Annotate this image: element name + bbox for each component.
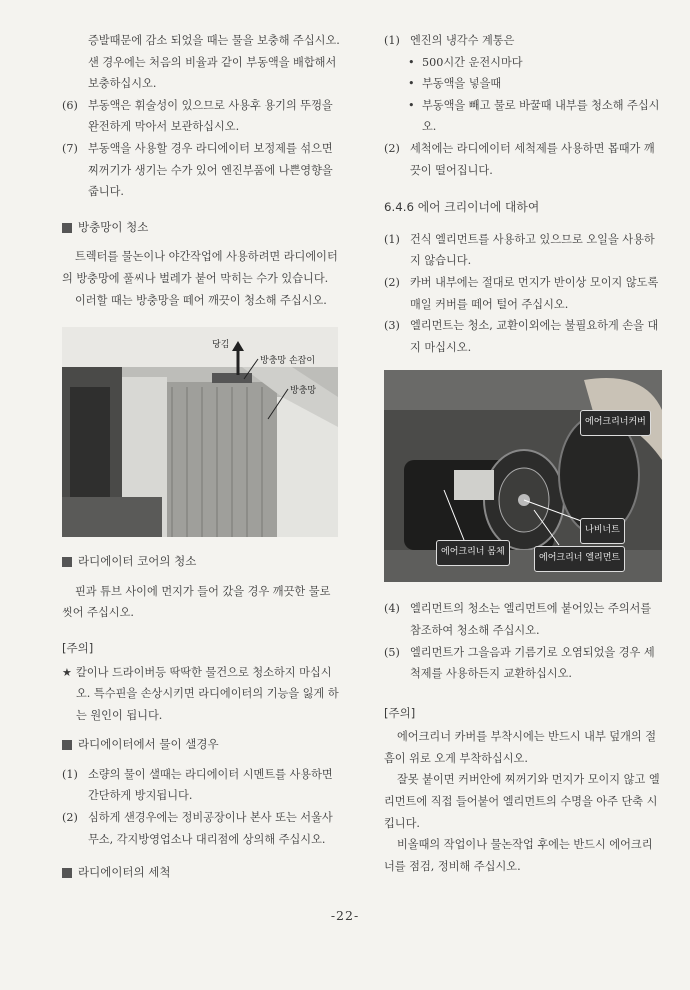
item-text: 세척에는 라디에이터 세척제를 사용하면 몹때가 깨끗이 떨어집니다.	[410, 141, 655, 177]
square-bullet-icon	[62, 557, 72, 567]
paragraph: 비올때의 작업이나 물논작업 후에는 반드시 에어크리너를 점검, 정비해 주십시오.	[384, 838, 653, 873]
item-text: 엔진의 냉각수 계통은	[410, 34, 515, 47]
bullet-item	[384, 52, 662, 74]
air-cleaner-body-tag: 에어크리너 몸체	[436, 540, 510, 566]
item-text: 엘리먼트의 청소는 엘리먼트에 붙어있는 주의서를 참조하여 청소해 주십시오.	[410, 602, 652, 637]
list-item	[384, 138, 662, 181]
list-item	[384, 30, 662, 52]
list-item	[384, 598, 662, 641]
list-item	[62, 138, 342, 203]
item-number: (1)	[384, 232, 400, 246]
item-text: 엘리먼트는 청소, 교환이외에는 불필요하게 손을 대지 마십시오.	[410, 319, 659, 354]
caution-text: 칼이나 드라이버등 딱딱한 물건으로 청소하지 마십시오. 특수핀을 손상시키면 라디에이터의 기능을 잃게 하는 원인이 됩니다.	[76, 665, 339, 722]
paragraph: 증발때문에 감소 되었을 때는 물을 보충해 주십시오.	[88, 34, 340, 47]
bullet-item	[384, 95, 662, 138]
paragraph: 잘못 붙이면 커버안에 찌꺼기와 먼지가 모이지 않고 엘리먼트에 직접 들어붙어 엘리먼트의 수명을 아주 단축 시킵니다.	[384, 773, 660, 830]
square-bullet-icon	[62, 740, 72, 750]
item-text: 카버 내부에는 절대로 먼지가 반이상 모이지 않도록 매일 커버를 떼어 털어 주십시오.	[410, 275, 659, 311]
caution-heading: [주의]	[384, 705, 416, 720]
wing-nut-tag: 나비너트	[580, 518, 625, 544]
square-bullet-icon	[62, 223, 72, 233]
list-item	[62, 807, 342, 850]
item-number: (4)	[384, 602, 400, 616]
item-text: 엘리먼트가 그을음과 기름기로 오염되었을 경우 세척제를 사용하든지 교환하십시오.	[410, 645, 655, 681]
item-text: 부동액은 휘술성이 있으므로 사용후 용기의 뚜껑을 완전하게 막아서 보관하십시오.	[88, 98, 333, 134]
paragraph: 이러할 때는 방충망을 떼어 깨끗이 청소해 주십시오.	[75, 293, 327, 307]
air-cleaner-photo	[384, 370, 662, 582]
item-number: (1)	[62, 767, 78, 781]
caution-item	[62, 662, 342, 727]
screen-handle-label: 방충망 손잡이	[260, 356, 316, 367]
item-text: 소량의 물이 샐때는 라디에이터 시멘트를 사용하면 간단하게 방지됩니다.	[88, 767, 333, 803]
section-title: 방충망이 청소	[78, 219, 149, 234]
section-title: 라디에이터 코어의 청소	[78, 554, 197, 569]
list-item	[62, 764, 342, 807]
caution-heading: [주의]	[62, 640, 94, 655]
item-number: (6)	[62, 98, 78, 112]
subsection-title: 6.4.6 에어 크리이너에 대하여	[384, 200, 540, 215]
left-column	[62, 30, 342, 892]
item-number: (2)	[384, 275, 400, 289]
list-item	[384, 272, 662, 315]
item-number: (5)	[384, 645, 400, 659]
item-number: (7)	[62, 141, 78, 155]
section-heading	[62, 734, 342, 756]
section-heading	[62, 862, 342, 884]
air-cleaner-element-tag: 에어크리너 엘리먼트	[534, 546, 625, 572]
air-cleaner-cover-tag: 에어크리너커버	[580, 410, 651, 436]
list-item	[384, 642, 662, 685]
bullet-icon: •	[408, 55, 415, 69]
list-item	[384, 315, 662, 358]
bullet-text: 부동액을 빼고 물로 바꿀때 내부를 청소해 주십시오.	[422, 98, 660, 134]
item-number: (2)	[384, 141, 400, 155]
paragraph: 핀과 튜브 사이에 먼지가 들어 갔을 경우 깨끗한 물로 씻어 주십시오.	[62, 584, 331, 620]
section-heading	[62, 217, 342, 239]
item-text: 건식 엘리먼트를 사용하고 있으므로 오일을 사용하지 않습니다.	[410, 232, 655, 268]
section-heading	[62, 551, 342, 573]
bullet-icon: •	[408, 98, 415, 112]
paragraph: 트렉터를 물논이나 야간작업에 사용하려면 라디에이터의 방충망에 풀씨나 벌레가 붙어 막히는 수가 있습니다.	[62, 250, 338, 285]
pull-label: 당김	[212, 340, 230, 351]
item-number: (1)	[384, 34, 400, 47]
item-number: (2)	[62, 811, 78, 825]
radiator-screen-photo	[62, 327, 338, 537]
list-item	[384, 229, 662, 272]
page-number: -22-	[330, 908, 360, 923]
right-column	[384, 30, 662, 877]
item-number: (3)	[384, 319, 400, 333]
bullet-icon: •	[408, 77, 415, 91]
paragraph: 샌 경우에는 처음의 비율과 같이 부동액을 배합해서 보충하십시오.	[88, 55, 337, 91]
square-bullet-icon	[62, 868, 72, 878]
bullet-text: 부동액을 넣을때	[422, 77, 502, 91]
item-text: 심하게 샌경우에는 정비공장이나 본사 또는 서울사무소, 각지방영업소나 대리점에 상의해 주십시오.	[88, 811, 333, 846]
list-item	[62, 95, 342, 138]
star-icon: ★	[62, 665, 73, 679]
bullet-text: 500시간 운전시마다	[422, 55, 523, 69]
item-text: 부동액을 사용할 경우 라디에이터 보정제를 섞으면 찌꺼기가 생기는 수가 있어 엔진부품에 나쁜영향을 줍니다.	[88, 141, 333, 199]
screen-label: 방충망	[290, 386, 317, 397]
section-title: 라디에이터에서 물이 샐경우	[78, 737, 219, 752]
paragraph: 에어크리너 카버를 부착시에는 반드시 내부 덮개의 절흠이 위로 오게 부착하십시오.	[384, 730, 657, 765]
section-title: 라디에이터의 세척	[78, 865, 171, 880]
bullet-item	[384, 73, 662, 95]
